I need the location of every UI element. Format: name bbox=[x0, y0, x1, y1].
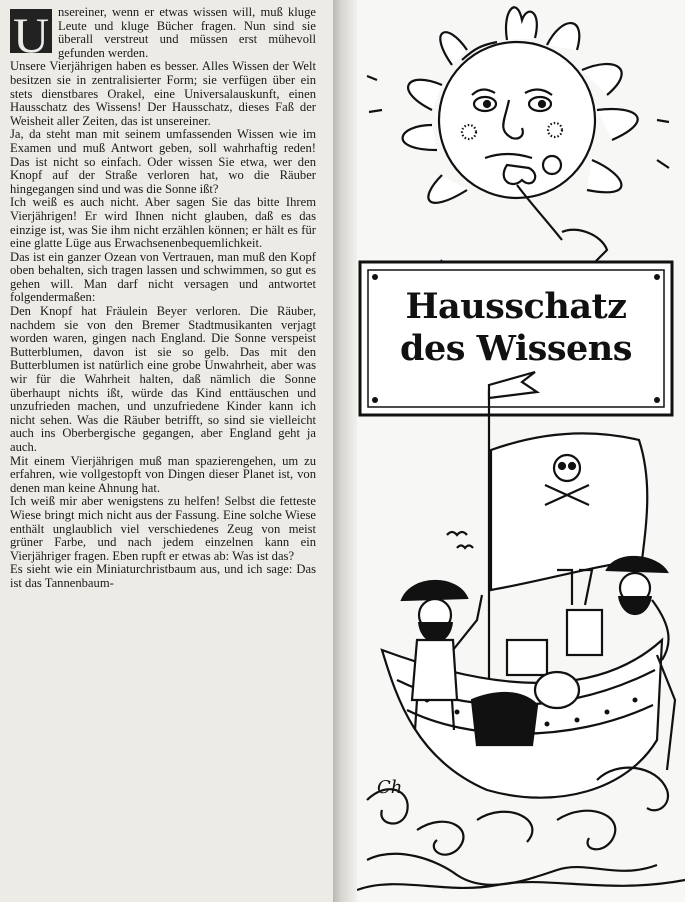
paragraph: Unsere Vierjährigen haben es besser. Alles Wissen der Welt besitzen sie in zentralisierter Form; sie verfügen über ein stets dienstbares Orakel, eine Universalauskunft, einen Hausschatz des Wissens! Der Hausschatz, dieses Faß der Weisheit aller Zeiten, das ist unsereiner. bbox=[10, 59, 316, 128]
left-page bbox=[0, 0, 333, 902]
paragraph: Ich weiß mir aber wenigstens zu helfen! Selbst die fetteste Wiese bringt mich nicht aus der Fassung. Eine solche Wiese enthält unglaublich viel verschiedenes Zeug von meist grüner Farbe, und nach jedem einzelnen kann ein Vierjähriger fragen. Eben rupft er etwas ab: Was ist das? bbox=[10, 494, 316, 563]
artist-signature: Ch bbox=[377, 777, 403, 798]
illustration bbox=[357, 0, 685, 902]
sign-title-line-2: des Wissens bbox=[400, 328, 632, 369]
pirate-ship-icon bbox=[357, 372, 685, 890]
paragraph-intro: nsereiner, wenn er etwas wissen will, muß kluge Leute und kluge Bücher fragen. Nun sind sie überall verstreut und müssen erst mühevoll gefunden werden. bbox=[58, 5, 316, 60]
sun-icon bbox=[367, 7, 669, 275]
article-text bbox=[10, 6, 316, 591]
paragraph: Ja, da steht man mit seinem umfassenden Wissen wie im Examen und muß Antwort geben, soll wahrhaftig reden! Das ist nicht so einfach. Oder wissen Sie etwa, wer den Knopf auf der Straße verloren hat, wo die Räuber hingegangen sind und was die Sonne ißt? bbox=[10, 127, 316, 196]
paragraph: Den Knopf hat Fräulein Beyer verloren. Die Räuber, nachdem sie von den Bremer Stadtmusikanten verjagt worden waren, gingen nach England. Die Sonne verspeist Butterblumen, davon ist sie so gelb. Das mit den Butterblumen ist natürlich eine grobe Unwahrheit, aber was wir für die Wahrheit halten, daß nämlich die Sonne überhaupt nichts ißt, würde das Kind enttäuschen und unzufrieden machen, und unzufriedene Kinder kann ich nicht sehen. Was die Räuber betrifft, so sind sie vielleicht auch ins Oberbergische gegangen, aber England geht ja auch. bbox=[10, 304, 316, 454]
drop-cap: U bbox=[10, 9, 52, 53]
paragraph: Mit einem Vierjährigen muß man spazierengehen, um zu erfahren, wie vollgestopft von Dingen dieser Planet ist, von denen man keine Ahnung hat. bbox=[10, 453, 316, 495]
sign-title-line-1: Hausschatz bbox=[405, 286, 627, 327]
paragraph: Das ist ein ganzer Ozean von Vertrauen, man muß den Kopf oben behalten, sich tragen lassen und schwimmen, so gut es gehen will. Man darf nicht versagen und antwortet folgendermaßen: bbox=[10, 249, 316, 305]
paragraph: Es sieht wie ein Miniaturchristbaum aus, und ich sage: Das ist das Tannenbaum- bbox=[10, 562, 316, 590]
right-page bbox=[357, 0, 685, 902]
paragraph: Ich weiß es auch nicht. Aber sagen Sie das bitte Ihrem Vierjährigen! Er wird Ihnen nicht glauben, daß es das einzige ist, was Sie ihm nicht erzählen können; er hält es für eine glatte Lüge aus Erwachsenenbequemlichkeit. bbox=[10, 195, 316, 251]
book-gutter bbox=[333, 0, 357, 902]
